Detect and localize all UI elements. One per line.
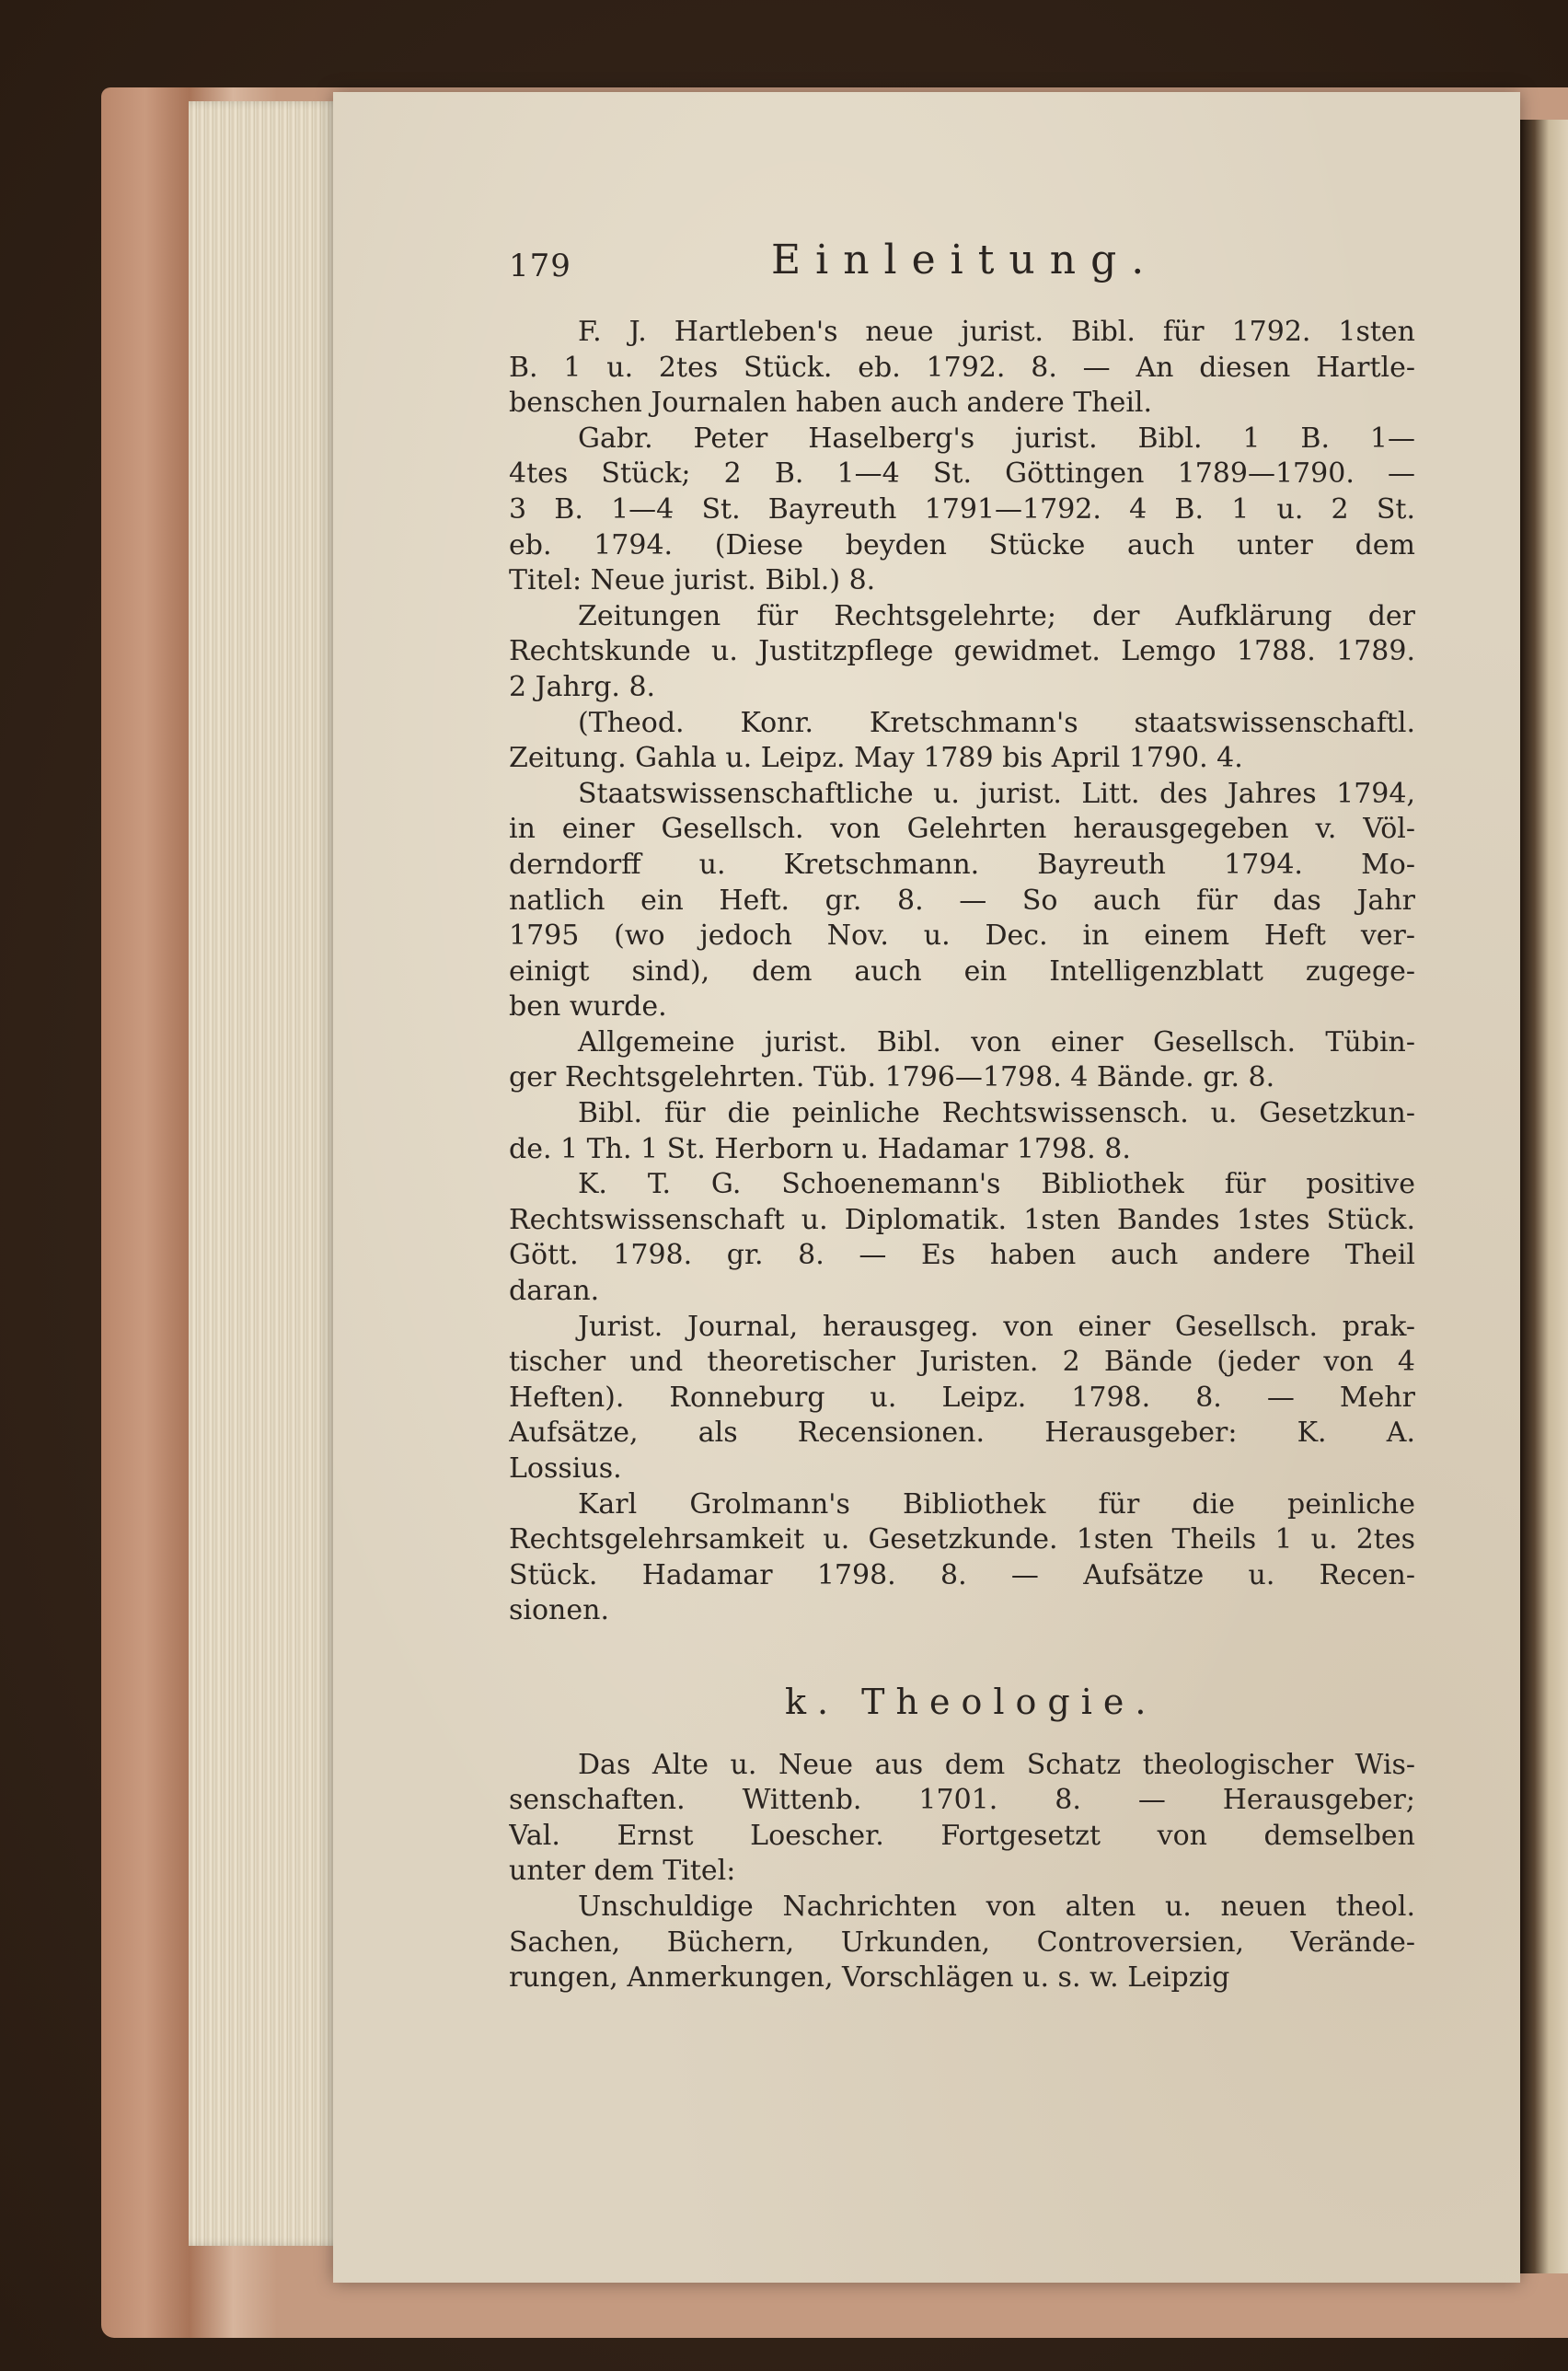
text-line: unter dem Titel:	[509, 1855, 736, 1888]
text-line: rungen, Anmerkungen, Vorschlägen u. s. w. Leipzig	[509, 1961, 1230, 1995]
text-line: ger Rechtsgelehrten. Tüb. 1796—1798. 4 Bände. gr. 8.	[509, 1061, 1275, 1094]
text-line: senschaften. Wittenb. 1701. 8. — Herausgeber;	[509, 1784, 1415, 1817]
text-line: ben wurde.	[509, 990, 667, 1024]
text-line: B. 1 u. 2tes Stück. eb. 1792. 8. — An diesen Hartle-	[509, 351, 1415, 384]
bibliography-entry	[509, 706, 1415, 777]
bibliography-entry	[509, 1487, 1415, 1629]
text-line: Aufsätze, als Recensionen. Herausgeber: K. A.	[509, 1417, 1415, 1450]
bibliography-entry	[509, 315, 1415, 422]
text-line: Val. Ernst Loescher. Fortgesetzt von demselben	[509, 1819, 1415, 1852]
bibliography-entries	[509, 315, 1415, 1629]
text-line: Zeitungen für Rechtsgelehrte; der Aufklärung der	[578, 599, 1415, 632]
text-line: Allgemeine jurist. Bibl. von einer Gesellsch. Tübin-	[578, 1025, 1415, 1058]
text-line: daran.	[509, 1275, 600, 1308]
text-line: Karl Grolmann's Bibliothek für die peinliche	[578, 1487, 1415, 1521]
page-content	[509, 237, 1415, 1996]
bibliography-entry	[509, 599, 1415, 706]
bibliography-entry	[509, 1310, 1415, 1487]
text-line: 3 B. 1—4 St. Bayreuth 1791—1792. 4 B. 1 u. 2 St.	[509, 492, 1415, 526]
text-line: Rechtswissenschaft u. Diplomatik. 1sten Bandes 1stes Stück.	[509, 1203, 1415, 1236]
text-line: derndorff u. Kretschmann. Bayreuth 1794. Mo-	[509, 848, 1415, 881]
text-line: 1795 (wo jedoch Nov. u. Dec. in einem Heft ver-	[509, 919, 1415, 953]
facing-page-edge	[1520, 120, 1568, 2273]
theology-entry	[509, 1748, 1415, 1890]
text-line: einigt sind), dem auch ein Intelligenzblatt zugege-	[509, 954, 1415, 988]
bibliography-entry	[509, 1167, 1415, 1309]
text-line: tischer und theoretischer Juristen. 2 Bände (jeder von 4	[509, 1346, 1415, 1379]
text-line: Zeitung. Gahla u. Leipz. May 1789 bis April 1790. 4.	[509, 742, 1243, 775]
text-line: F. J. Hartleben's neue jurist. Bibl. für 1792. 1sten	[578, 316, 1415, 348]
text-line: Bibl. für die peinliche Rechtswissensch. u. Gesetzkun-	[578, 1097, 1415, 1130]
text-line: eb. 1794. (Diese beyden Stücke auch unter dem	[509, 528, 1415, 561]
bibliography-entry	[509, 1025, 1415, 1096]
text-line: Heften). Ronneburg u. Leipz. 1798. 8. — Mehr	[509, 1381, 1415, 1414]
running-head: Einleitung.	[771, 237, 1159, 283]
text-line: Lossius.	[509, 1452, 622, 1485]
page-number: 179	[509, 248, 571, 284]
text-line: 2 Jahrg. 8.	[509, 670, 656, 703]
text-line: 4tes Stück; 2 B. 1—4 St. Göttingen 1789—1790. —	[509, 457, 1415, 491]
bibliography-entry	[509, 777, 1415, 1025]
text-line: Titel: Neue jurist. Bibl.) 8.	[509, 564, 876, 597]
text-line: Rechtskunde u. Justitzpflege gewidmet. Lemgo 1788. 1789.	[509, 635, 1415, 668]
bibliography-entry	[509, 422, 1415, 599]
text-line: K. T. G. Schoenemann's Bibliothek für positive	[578, 1168, 1415, 1201]
text-line: Rechtsgelehrsamkeit u. Gesetzkunde. 1sten Theils 1 u. 2tes	[509, 1523, 1415, 1556]
section-heading: k. Theologie.	[785, 1681, 1158, 1722]
text-line: Gabr. Peter Haselberg's jurist. Bibl. 1 B. 1—	[578, 422, 1415, 455]
page-header	[509, 237, 1415, 304]
text-line: Sachen, Büchern, Urkunden, Controversien, Verände-	[509, 1926, 1415, 1959]
bibliography-entry	[509, 1096, 1415, 1167]
text-line: Stück. Hadamar 1798. 8. — Aufsätze u. Recen-	[509, 1558, 1415, 1591]
text-line: sionen.	[509, 1594, 609, 1627]
text-line: in einer Gesellsch. von Gelehrten herausgegeben v. Völ-	[509, 813, 1415, 846]
text-line: natlich ein Heft. gr. 8. — So auch für das Jahr	[509, 884, 1415, 917]
text-line: Gött. 1798. gr. 8. — Es haben auch andere Theil	[509, 1239, 1415, 1272]
text-line: de. 1 Th. 1 St. Herborn u. Hadamar 1798. 8.	[509, 1132, 1131, 1165]
text-line: benschen Journalen haben auch andere Theil.	[509, 387, 1153, 420]
theology-entry	[509, 1890, 1415, 1996]
text-line: (Theod. Konr. Kretschmann's staatswissenschaftl.	[578, 706, 1415, 739]
text-line: Das Alte u. Neue aus dem Schatz theologischer Wis-	[578, 1748, 1415, 1781]
theology-entries	[509, 1748, 1415, 1996]
page-block-edges	[189, 101, 350, 2246]
text-line: Jurist. Journal, herausgeg. von einer Gesellsch. prak-	[578, 1310, 1415, 1343]
text-line: Unschuldige Nachrichten von alten u. neuen theol.	[578, 1890, 1415, 1923]
text-line: Staatswissenschaftliche u. jurist. Litt. des Jahres 1794,	[578, 777, 1415, 810]
